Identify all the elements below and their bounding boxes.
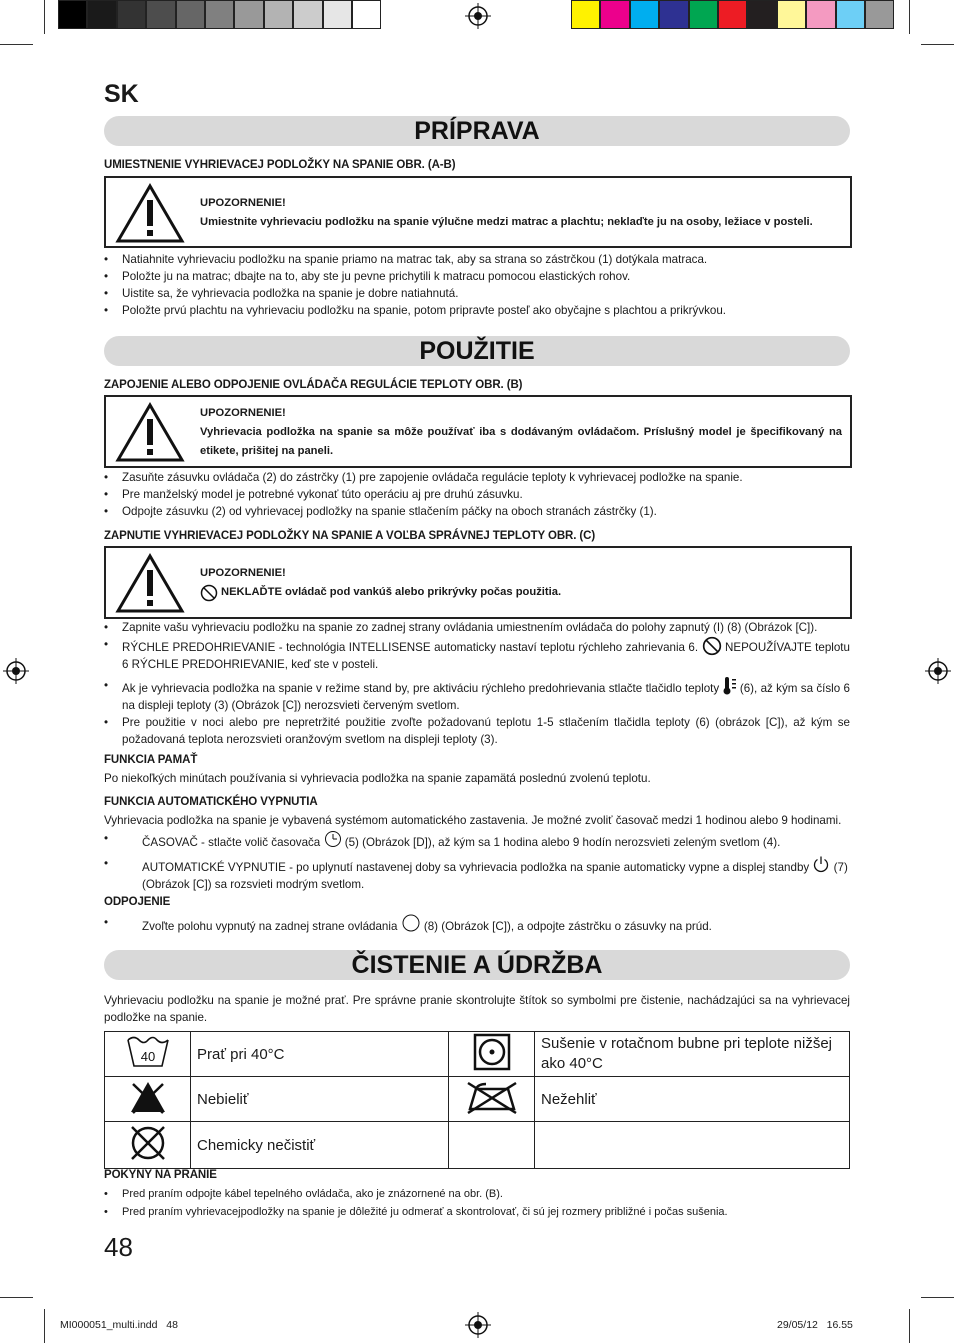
color-swatch bbox=[176, 0, 205, 29]
temperature-button-icon bbox=[723, 677, 737, 695]
no-iron-icon bbox=[462, 1079, 522, 1115]
section-title-pouzitie: POUŽITIE bbox=[104, 336, 850, 366]
warning-triangle-icon bbox=[115, 553, 185, 613]
list-item: • Pred praním odpojte kábel tepelného ovládača, ako je znázornené na obr. (B). bbox=[104, 1186, 850, 1203]
warning-text: Umiestnite vyhrievaciu podložku na spanie výlučne medzi matrac a plachtu; neklaďte ju na osoby, ležiace v posteli. bbox=[200, 216, 813, 228]
table-row bbox=[105, 1122, 850, 1169]
list-item-text: (8) (Obrázok [C]), a odpojte zástrčku o zásuvky na prúd. bbox=[423, 920, 712, 933]
warning-text: Vyhrievacia podložka na spanie sa môže používať iba s dodávaným ovládačom. Príslušný model je špecifikovaný na etikete, prišitej na paneli. bbox=[200, 426, 842, 457]
crop-mark bbox=[0, 44, 33, 45]
placement-warning-box bbox=[104, 176, 852, 248]
registration-target-icon bbox=[3, 658, 29, 684]
placement-bullets bbox=[104, 251, 850, 319]
list-item-text: (6), až kým sa číslo 6 na displeji teploty (3) (Obrázok [C]) nerozsvieti červeným svetlom. bbox=[122, 682, 850, 712]
footer-file: MI000051_multi.indd 48 bbox=[60, 1319, 178, 1331]
table-cell bbox=[105, 1032, 191, 1077]
list-item-text: RÝCHLE PREDOHRIEVANIE - technológia INTELLISENSE automaticky nastaví teplotu rýchleho zahrievania 6. bbox=[122, 641, 699, 654]
connect-heading: ZAPOJENIE ALEBO ODPOJENIE OVLÁDAČA REGULÁCIE TEPLOTY OBR. (B) bbox=[104, 379, 523, 391]
table-cell bbox=[535, 1122, 850, 1169]
list-item-text: Zvoľte polohu vypnutý na zadnej strane ovládania bbox=[142, 920, 398, 933]
table-cell bbox=[105, 1077, 191, 1122]
list-item-text: (7) (Obrázok [C]) sa rozsvieti modrým svetlom. bbox=[142, 861, 848, 891]
warning-title: UPOZORNENIE! bbox=[200, 567, 286, 579]
timer-icon bbox=[324, 830, 342, 848]
warning-text: NEKLAĎTE ovládač pod vankúš alebo prikrývky počas použitia. bbox=[221, 586, 562, 598]
warning-triangle-icon bbox=[115, 183, 185, 243]
list-item: • Natiahnite vyhrievaciu podložku na spanie priamo na matrac tak, aby sa strana so zástrčkou (1) dotýkala matraca. bbox=[104, 251, 850, 268]
color-swatch bbox=[117, 0, 146, 29]
care-label-nodry: Chemicky nečistiť bbox=[191, 1122, 449, 1169]
crop-mark bbox=[44, 1309, 45, 1343]
color-swatch bbox=[659, 0, 688, 29]
section-title-priprava: PRÍPRAVA bbox=[104, 116, 850, 146]
table-row bbox=[105, 1077, 850, 1122]
list-item bbox=[104, 914, 850, 935]
auto-off-heading: FUNKCIA AUTOMATICKÉHO VYPNUTIA bbox=[104, 796, 318, 808]
list-item: • Odpojte zásuvku (2) od vyhrievacej podložky na spanie stlačením páčky na oboch stranách zástrčky (1). bbox=[104, 503, 850, 520]
connect-warning-box bbox=[104, 395, 852, 468]
list-item: • Položte prvú plachtu na vyhrievaciu podložku na spanie, potom pripravte posteľ ako obyčajne s plachtou a prikrývkou. bbox=[104, 302, 850, 319]
disconnect-heading: ODPOJENIE bbox=[104, 896, 171, 908]
off-position-icon bbox=[401, 914, 421, 932]
list-item: • Uistite sa, že vyhrievacia podložka na spanie je dobre natiahnutá. bbox=[104, 285, 850, 302]
care-label-nobleach: Nebieliť bbox=[191, 1077, 449, 1122]
list-item-text: (5) (Obrázok [D]), až kým sa 1 hodina alebo 9 hodín nerozsvieti zeleným svetlom (4). bbox=[344, 836, 781, 849]
tumble-dry-icon bbox=[472, 1033, 512, 1071]
care-label-wash: Prať pri 40°C bbox=[191, 1032, 449, 1077]
color-swatch bbox=[87, 0, 116, 29]
color-swatch bbox=[264, 0, 293, 29]
registration-target-icon bbox=[465, 1312, 491, 1338]
cleaning-intro: Vyhrievaciu podložku na spanie je možné prať. Pre správne pranie skontrolujte štítok so symbolmi pre čistenie, nachádzajúci sa na vyhrievacej podložke na spanie. bbox=[104, 994, 850, 1024]
color-swatch bbox=[205, 0, 234, 29]
list-item: • Položte ju na matrac; dbajte na to, aby ste ju pevne prichytili k matracu pomocou elastických rohov. bbox=[104, 268, 850, 285]
list-item-text: NEPOUŽÍVAJTE teplotu 6 RÝCHLE PREDOHRIEVANIE, keď ste v posteli. bbox=[122, 641, 850, 671]
standby-power-icon bbox=[812, 855, 830, 873]
auto-off-bullets bbox=[104, 830, 850, 893]
care-label-noiron: Nežehliť bbox=[535, 1077, 850, 1122]
memory-heading: FUNKCIA PAMAŤ bbox=[104, 754, 198, 766]
crop-mark bbox=[909, 1309, 910, 1343]
crop-mark bbox=[0, 1297, 33, 1298]
warning-title: UPOZORNENIE! bbox=[200, 197, 286, 209]
color-swatch bbox=[234, 0, 263, 29]
crop-mark bbox=[921, 1297, 954, 1298]
color-swatch bbox=[747, 0, 776, 29]
list-item bbox=[104, 830, 850, 851]
language-code: SK bbox=[104, 80, 139, 108]
switch-on-heading: ZAPNUTIE VYHRIEVACEJ PODLOŽKY NA SPANIE A VOĽBA SPRÁVNEJ TEPLOTY OBR. (C) bbox=[104, 530, 596, 542]
prohibited-icon bbox=[702, 636, 722, 656]
table-cell bbox=[449, 1032, 535, 1077]
memory-text: Po niekoľkých minútach používania si vyhrievacia podložka na spanie zapamätá poslednú zvolenú teplotu. bbox=[104, 772, 651, 785]
color-swatch bbox=[777, 0, 806, 29]
color-swatch bbox=[630, 0, 659, 29]
list-item bbox=[104, 677, 850, 714]
care-symbols-table bbox=[104, 1031, 850, 1169]
warning-triangle-icon bbox=[115, 402, 185, 462]
section-title-cistenie: ČISTENIE A ÚDRŽBA bbox=[104, 950, 850, 980]
color-swatch bbox=[836, 0, 865, 29]
crop-mark bbox=[921, 44, 954, 45]
disconnect-bullets bbox=[104, 914, 850, 935]
wash-instructions-bullets bbox=[104, 1186, 850, 1221]
color-swatch bbox=[600, 0, 629, 29]
color-swatch bbox=[718, 0, 747, 29]
crop-mark bbox=[44, 0, 45, 34]
list-item-text: ČASOVAČ - stlačte volič časovača bbox=[142, 836, 321, 849]
color-swatch bbox=[323, 0, 352, 29]
wash-temp-label: 40 bbox=[140, 1049, 155, 1064]
list-item bbox=[104, 855, 850, 893]
color-swatch bbox=[352, 0, 381, 29]
color-swatch bbox=[146, 0, 175, 29]
color-swatch bbox=[865, 0, 894, 29]
connect-bullets bbox=[104, 469, 850, 520]
placement-heading: UMIESTNENIE VYHRIEVACEJ PODLOŽKY NA SPANIE OBR. (A-B) bbox=[104, 159, 456, 171]
no-dry-clean-icon bbox=[126, 1123, 170, 1163]
process-color-bar bbox=[571, 0, 894, 31]
table-cell bbox=[449, 1122, 535, 1169]
auto-off-text: Vyhrievacia podložka na spanie je vybavená systémom automatického zastavenia. Je možné zvoliť časovač medzi 1 hodinou alebo 9 hodinami. bbox=[104, 814, 842, 827]
list-item-text: AUTOMATICKÉ VYPNUTIE - po uplynutí nastavenej doby sa vyhrievacia podložka na spanie automaticky vypne a displej standby bbox=[142, 861, 810, 874]
list-item: • Zasuňte zásuvku ovládača (2) do zástrčky (1) pre zapojenie ovládača regulácie teploty k vyhrievacej podložke na spanie. bbox=[104, 469, 850, 486]
list-item-text: Ak je vyhrievacia podložka na spanie v režime stand by, pre aktiváciu rýchleho predohrievania stlačte tlačidlo teploty bbox=[122, 682, 720, 695]
prohibited-icon bbox=[200, 584, 218, 602]
color-swatch bbox=[58, 0, 87, 29]
no-bleach-icon bbox=[128, 1079, 168, 1115]
registration-target-icon bbox=[465, 3, 491, 29]
list-item: • Pred praním vyhrievacejpodložky na spanie je dôležité ju odmerať a skontrolovať, či sú jej rozmery približné i počas sušenia. bbox=[104, 1204, 850, 1221]
care-label-tumble: Sušenie v rotačnom bubne pri teplote nižšej ako 40°C bbox=[535, 1032, 850, 1077]
color-swatch bbox=[293, 0, 322, 29]
list-item: • Zapnite vašu vyhrievaciu podložku na spanie zo zadnej strany ovládania umiestnením ovládača do polohy zapnutý (I) (8) (Obrázok [C]). bbox=[104, 619, 850, 636]
color-swatch bbox=[571, 0, 600, 29]
registration-target-icon bbox=[925, 658, 951, 684]
color-swatch bbox=[806, 0, 835, 29]
wash-40-icon bbox=[125, 1034, 171, 1070]
color-swatch bbox=[689, 0, 718, 29]
footer-date: 29/05/12 16.55 bbox=[777, 1319, 853, 1331]
table-row bbox=[105, 1032, 850, 1077]
page-number: 48 bbox=[104, 1232, 133, 1262]
table-cell bbox=[449, 1077, 535, 1122]
list-item: • Pre použitie v noci alebo pre nepretržité použitie zvoľte požadovanú teplotu 1-5 stlačením tlačidla teploty (6) (obrázok [C]), až kým se požadovaná teplota nerozsvieti oranžovým svetlom na displeji teploty (3). bbox=[104, 714, 850, 748]
crop-mark bbox=[909, 0, 910, 34]
switch-on-bullets bbox=[104, 619, 850, 748]
list-item bbox=[104, 636, 850, 673]
list-item: • Pre manželský model je potrebné vykonať túto operáciu aj pre druhú zásuvku. bbox=[104, 486, 850, 503]
warning-title: UPOZORNENIE! bbox=[200, 407, 286, 419]
switch-on-warning-box bbox=[104, 546, 852, 619]
table-cell bbox=[105, 1122, 191, 1169]
gray-color-bar bbox=[58, 0, 381, 31]
wash-instructions-heading: POKYNY NA PRANIE bbox=[104, 1169, 217, 1181]
